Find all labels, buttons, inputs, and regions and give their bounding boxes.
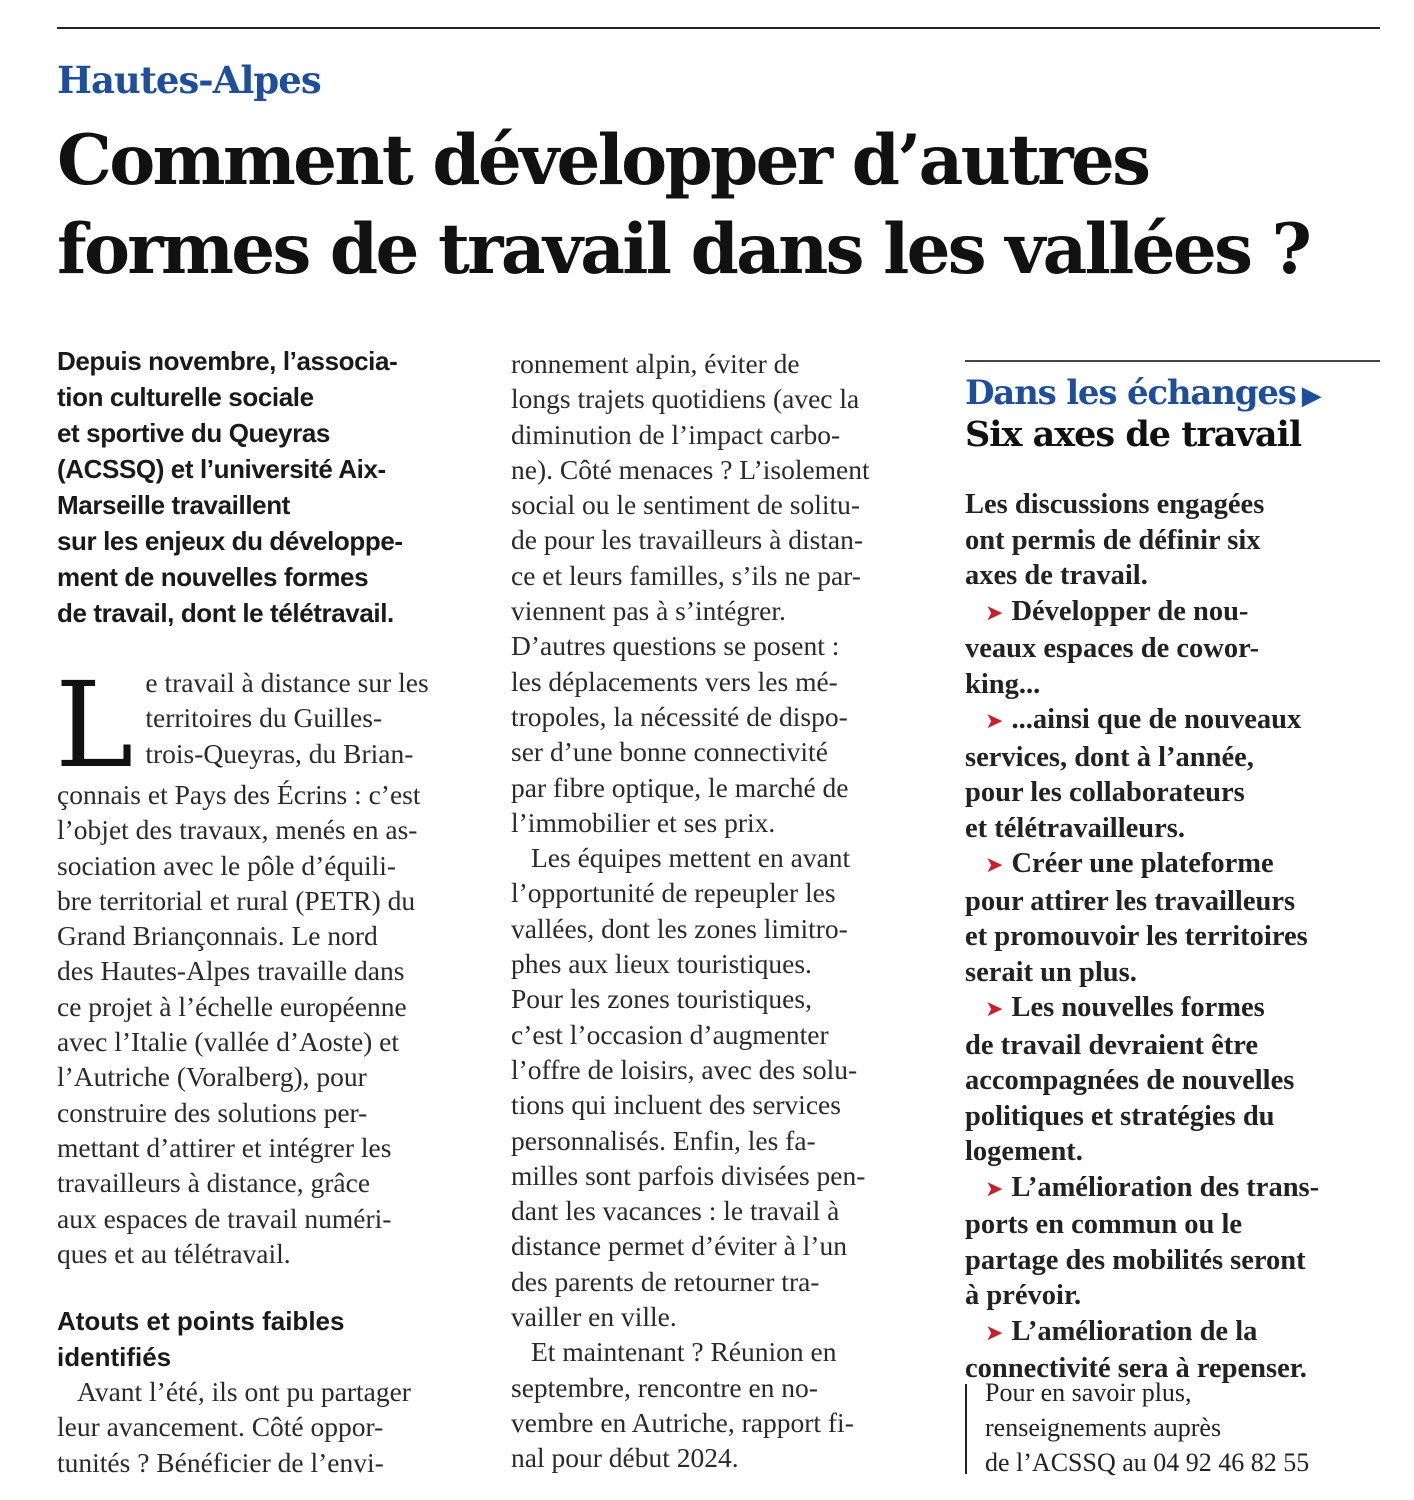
body-line: leur avancement. Côté oppor- <box>57 1411 384 1443</box>
body-line: territoires du Guilles- <box>145 702 383 734</box>
body-line: travailleurs à distance, grâce <box>57 1167 371 1199</box>
body-line: par fibre optique, le marché de <box>511 771 849 803</box>
info-line: Pour en savoir plus, <box>985 1378 1192 1407</box>
sidebar-item-line: partage des mobilités seront <box>965 1244 1306 1276</box>
sidebar-item-line: serait un plus. <box>965 956 1137 988</box>
sidebar-item <box>965 1170 1390 1208</box>
body-line: trois-Queyras, du Brian- <box>145 737 414 769</box>
body-column-2 <box>511 346 931 1476</box>
sidebar-item-line: services, dont à l’année, <box>965 741 1254 773</box>
body-column-1-end <box>57 1374 477 1480</box>
lead-line: de travail, dont le télétravail. <box>57 598 394 628</box>
sidebar-item-line: Développer de nou- <box>1011 595 1249 627</box>
body-line: sociation avec le pôle d’équili- <box>57 849 397 881</box>
body-line: tunités ? Bénéficier de l’envi- <box>57 1446 384 1478</box>
sidebar-item-line: Les nouvelles formes <box>1011 992 1265 1023</box>
lead-line: et sportive du Queyras <box>57 418 330 448</box>
triangle-right-icon: ▶ <box>1301 381 1321 411</box>
sidebar-item-line: politiques et stratégies du <box>965 1100 1275 1132</box>
body-line: bre territorial et rural (PETR) du <box>57 884 416 916</box>
body-line: l’offre de loisirs, avec des solu- <box>511 1053 858 1085</box>
body-line: avec l’Italie (vallée d’Aoste) et <box>57 1026 400 1058</box>
red-arrow-icon: ➤ <box>985 853 1004 878</box>
sidebar-kicker-text: Dans les échanges <box>965 373 1296 413</box>
sidebar-item-line: et télétravailleurs. <box>965 812 1185 844</box>
body-line: milles sont parfois divisées pen- <box>511 1159 866 1191</box>
body-line: vembre en Autriche, rapport fi- <box>511 1406 854 1438</box>
headline-line: Comment développer d’autres <box>57 120 1149 201</box>
body-line: Les équipes mettent en avant <box>531 842 851 874</box>
lead-line: (ACSSQ) et l’université Aix- <box>57 454 386 484</box>
red-arrow-icon: ➤ <box>985 997 1004 1022</box>
sidebar-body <box>965 487 1390 1387</box>
body-line: viennent pas à s’intégrer. <box>511 595 786 627</box>
red-arrow-icon: ➤ <box>985 1320 1004 1346</box>
sidebar-item <box>965 846 1390 884</box>
sidebar-intro-line: ont permis de définir six <box>965 524 1261 556</box>
body-line: çonnais et Pays des Écrins : c’est <box>57 779 421 810</box>
sidebar-item-line: à prévoir. <box>965 1280 1082 1311</box>
sidebar-item-line: L’amélioration de la <box>1011 1315 1258 1347</box>
sidebar-item-line: accompagnées de nouvelles <box>965 1065 1295 1096</box>
red-arrow-icon: ➤ <box>985 709 1004 734</box>
info-bar <box>965 1384 967 1474</box>
body-line: des parents de retourner tra- <box>511 1265 820 1297</box>
body-line: l’opportunité de repeupler les <box>511 877 836 909</box>
body-line: social ou le sentiment de solitu- <box>511 489 861 521</box>
sidebar-item-line: L’amélioration des trans- <box>1011 1171 1320 1203</box>
intertitle-line: Atouts et points faibles <box>57 1306 345 1336</box>
body-line: Et maintenant ? Réunion en <box>531 1336 837 1368</box>
body-line: ser d’une bonne connectivité <box>511 736 828 768</box>
body-line: Pour les zones touristiques, <box>511 983 812 1015</box>
body-line: Avant l’été, ils ont pu partager <box>77 1376 411 1407</box>
body-line: l’immobilier et ses prix. <box>511 806 776 838</box>
body-line: ce projet à l’échelle européenne <box>57 990 407 1022</box>
sidebar-kicker <box>965 372 1385 417</box>
sidebar-rule <box>965 360 1380 362</box>
body-line: des Hautes-Alpes travaille dans <box>57 955 405 987</box>
sidebar-item-line: king... <box>965 668 1041 700</box>
red-arrow-icon: ➤ <box>985 1176 1004 1202</box>
body-line: de pour les travailleurs à distan- <box>511 524 864 556</box>
sidebar-intro-line: Les discussions engagées <box>965 489 1265 520</box>
lead-line: Marseille travaillent <box>57 490 290 520</box>
body-line: longs trajets quotidiens (avec la <box>511 383 860 415</box>
sidebar-item-line: pour les collaborateurs <box>965 777 1245 808</box>
body-line: nal pour début 2024. <box>511 1442 739 1474</box>
intertitle <box>57 1303 477 1375</box>
info-box <box>985 1375 1405 1480</box>
section-kicker: Hautes-Alpes <box>57 58 321 102</box>
body-line: personnalisés. Enfin, les fa- <box>511 1124 816 1156</box>
body-line: aux espaces de travail numéri- <box>57 1202 392 1234</box>
top-rule <box>57 27 1380 29</box>
sidebar-item-line: pour attirer les travailleurs <box>965 885 1296 917</box>
body-line: ce et leurs familles, s’ils ne par- <box>511 559 861 591</box>
body-line: ne). Côté menaces ? L’isolement <box>511 453 870 485</box>
sidebar-item <box>965 990 1390 1028</box>
headline <box>57 116 1387 294</box>
body-line: ques et au télétravail. <box>57 1237 291 1269</box>
lead-line: ment de nouvelles formes <box>57 562 369 592</box>
sidebar-item-line: Créer une plateforme <box>1011 848 1274 879</box>
info-line: de l’ACSSQ au 04 92 46 82 55 <box>985 1448 1310 1477</box>
sidebar-item-line: de travail devraient être <box>965 1029 1259 1061</box>
body-line: septembre, rencontre en no- <box>511 1371 818 1403</box>
sidebar-item <box>965 594 1390 632</box>
body-line: c’est l’occasion d’augmenter <box>511 1018 829 1050</box>
info-line: renseignements auprès <box>985 1413 1222 1442</box>
sidebar-item-line: ports en commun ou le <box>965 1209 1243 1240</box>
body-line: tions qui incluent des services <box>511 1089 841 1121</box>
sidebar-item <box>965 1314 1390 1352</box>
sidebar-item-line: connectivité sera à repenser. <box>965 1353 1307 1384</box>
lead-line: Depuis novembre, l’associa- <box>57 346 398 376</box>
body-line: vailler en ville. <box>511 1301 677 1333</box>
sidebar-item-line: ...ainsi que de nouveaux <box>1011 704 1302 735</box>
body-column-1 <box>55 656 477 1271</box>
body-line: D’autres questions se posent : <box>511 630 840 662</box>
body-line: tropoles, la nécessité de dispo- <box>511 700 848 732</box>
intertitle-line: identifiés <box>57 1342 172 1372</box>
body-line: Grand Briançonnais. Le nord <box>57 920 378 952</box>
sidebar-intro-line: axes de travail. <box>965 560 1148 591</box>
sidebar-item-line: veaux espaces de cowor- <box>965 633 1260 664</box>
body-line: l’Autriche (Voralberg), pour <box>57 1061 367 1093</box>
body-line: l’objet des travaux, menés en as- <box>57 814 418 846</box>
drop-cap: L <box>55 656 134 794</box>
sidebar-item-line: et promouvoir les territoires <box>965 921 1308 952</box>
body-line: construire des solutions per- <box>57 1096 368 1128</box>
headline-line: formes de travail dans les vallées ? <box>57 209 1310 290</box>
body-line: diminution de l’impact carbo- <box>511 418 841 450</box>
body-line: les déplacements vers les mé- <box>511 665 838 697</box>
body-line: distance permet d’éviter à l’un <box>511 1230 847 1262</box>
red-arrow-icon: ➤ <box>985 600 1004 626</box>
lead-line: tion culturelle sociale <box>57 382 314 412</box>
body-line: phes aux lieux touristiques. <box>511 948 812 980</box>
body-line: ronnement alpin, éviter de <box>511 348 800 379</box>
sidebar-item <box>965 702 1390 740</box>
sidebar-title: Six axes de travail <box>965 414 1302 455</box>
body-line: e travail à distance sur les <box>145 667 429 698</box>
body-line: mettant d’attirer et intégrer les <box>57 1131 392 1163</box>
body-line: dant les vacances : le travail à <box>511 1195 840 1227</box>
lead-line: sur les enjeux du développe- <box>57 526 403 556</box>
lead-paragraph <box>57 343 477 631</box>
sidebar-item-line: logement. <box>965 1136 1083 1167</box>
body-line: vallées, dont les zones limitro- <box>511 912 848 944</box>
